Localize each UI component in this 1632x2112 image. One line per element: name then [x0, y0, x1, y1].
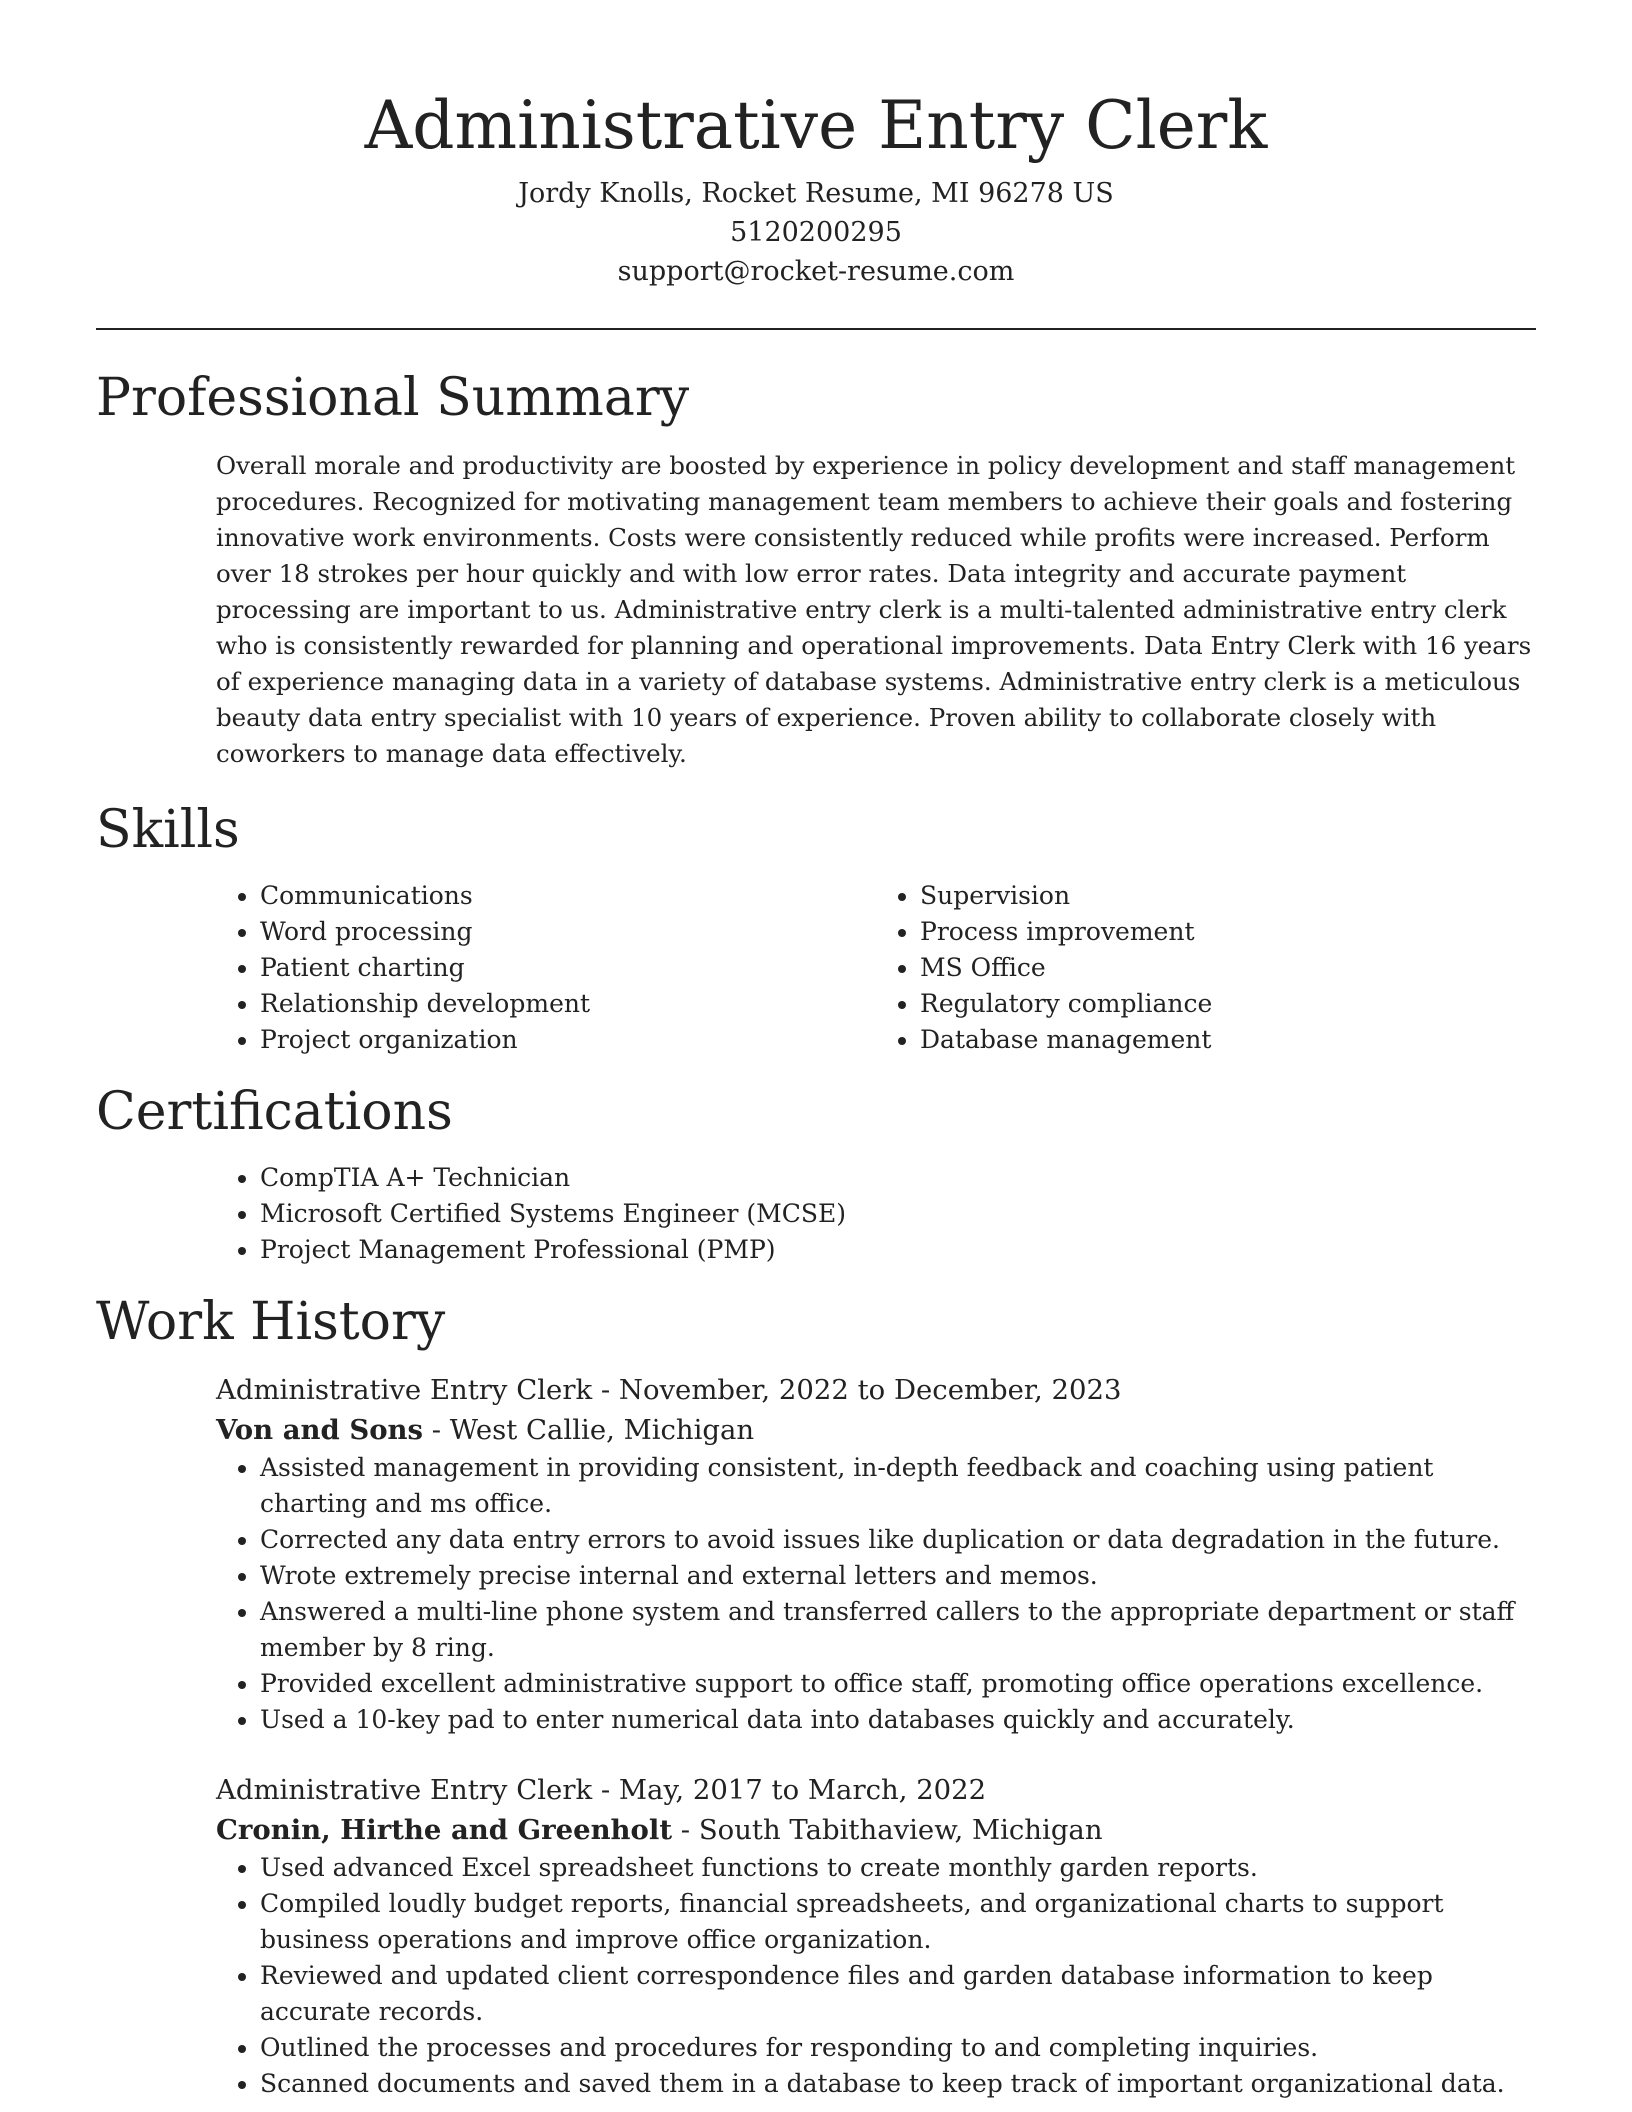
certification-item: • CompTIA A+ Technician: [260, 1160, 1536, 1196]
job-task: • Used advanced Excel spreadsheet functions to create monthly garden reports.: [260, 1850, 1536, 1886]
skill-item: • Process improvement: [920, 914, 1536, 950]
job-task: • Answered a multi-line phone system and transferred callers to the appropriate department or staff member by 8 ring.: [260, 1594, 1536, 1666]
resume-header: [96, 0, 1536, 291]
skill-item: • MS Office: [920, 950, 1536, 986]
job-task: • Compiled loudly budget reports, financial spreadsheets, and organizational charts to support business operations and improve office organization.: [260, 1886, 1536, 1958]
skills-column-right: [876, 878, 1536, 1058]
job-task: • Assisted management in providing consistent, in-depth feedback and coaching using patient charting and ms office.: [260, 1450, 1536, 1522]
work-history-heading: Work History: [96, 1292, 446, 1352]
summary-text: Overall morale and productivity are boosted by experience in policy development and staff management procedures. Recognized for motivating management team members to achieve their goals and fostering innovative work environments. Costs were consistently reduced while profits were increased. Perform over 18 strokes per hour quickly and with low error rates. Data integrity and accurate payment processing are important to us. Administrative entry clerk is a multi-talented administrative entry clerk who is consistently rewarded for planning and operational improvements. Data Entry Clerk with 16 years of experience managing data in a variety of database systems. Administrative entry clerk is a meticulous beauty data entry specialist with 10 years of experience. Proven ability to collaborate closely with coworkers to manage data effectively.: [216, 451, 1532, 768]
candidate-title: Administrative Entry Clerk: [364, 87, 1268, 164]
job-task: • Wrote extremely precise internal and external letters and memos.: [260, 1558, 1536, 1594]
skill-item: • Patient charting: [260, 950, 876, 986]
job-task: • Reviewed and updated client correspondence files and garden database information to keep accurate records.: [260, 1958, 1536, 2030]
header-divider: [96, 328, 1536, 330]
resume-page: [96, 0, 1536, 2102]
certifications-bullets: [216, 1160, 1536, 1268]
skills-list: [216, 878, 1536, 1058]
certifications-heading: Certifications: [96, 1082, 453, 1142]
job-tasks: [216, 1450, 1536, 1738]
contact-phone: 5120200295: [730, 217, 902, 248]
skill-item: • Supervision: [920, 878, 1536, 914]
job-role: Administrative Entry Clerk: [216, 1774, 593, 1806]
skill-item: • Relationship development: [260, 986, 876, 1022]
job-dates: - November, 2022 to December, 2023: [592, 1374, 1122, 1406]
certification-item: • Microsoft Certified Systems Engineer (MCSE): [260, 1196, 1536, 1232]
job-company-line: [216, 1410, 1536, 1450]
certification-item: • Project Management Professional (PMP): [260, 1232, 1536, 1268]
contact-email: support@rocket-resume.com: [617, 256, 1015, 287]
job-task: • Scanned documents and saved them in a database to keep track of important organizational data.: [260, 2066, 1536, 2102]
job-role: Administrative Entry Clerk: [216, 1374, 593, 1406]
skill-item: • Word processing: [260, 914, 876, 950]
job-task: • Corrected any data entry errors to avoid issues like duplication or data degradation in the future.: [260, 1522, 1536, 1558]
job-role-line: [216, 1370, 1536, 1410]
job-dates: - May, 2017 to March, 2022: [592, 1774, 987, 1806]
certifications-list: [216, 1160, 1536, 1268]
job-entry: [216, 1770, 1536, 2102]
job-location: - West Callie, Michigan: [423, 1414, 755, 1446]
job-role-line: [216, 1770, 1536, 1810]
job-company: Cronin, Hirthe and Greenholt: [216, 1814, 673, 1846]
skill-item: • Communications: [260, 878, 876, 914]
summary-heading: Professional Summary: [96, 368, 690, 428]
skills-heading: Skills: [96, 800, 240, 860]
job-location: - South Tabithaview, Michigan: [672, 1814, 1103, 1846]
job-company-line: [216, 1810, 1536, 1850]
job-task: • Used a 10-key pad to enter numerical data into databases quickly and accurately.: [260, 1702, 1536, 1738]
job-tasks: [216, 1850, 1536, 2102]
contact-address: Jordy Knolls, Rocket Resume, MI 96278 US: [518, 178, 1114, 209]
contact-block: [96, 174, 1536, 291]
skills-column-left: [216, 878, 876, 1058]
job-task: • Outlined the processes and procedures for responding to and completing inquiries.: [260, 2030, 1536, 2066]
job-task: • Provided excellent administrative support to office staff, promoting office operations excellence.: [260, 1666, 1536, 1702]
job-entry: [216, 1370, 1536, 1738]
job-company: Von and Sons: [216, 1414, 424, 1446]
skill-item: • Database management: [920, 1022, 1536, 1058]
skill-item: • Project organization: [260, 1022, 876, 1058]
skill-item: • Regulatory compliance: [920, 986, 1536, 1022]
